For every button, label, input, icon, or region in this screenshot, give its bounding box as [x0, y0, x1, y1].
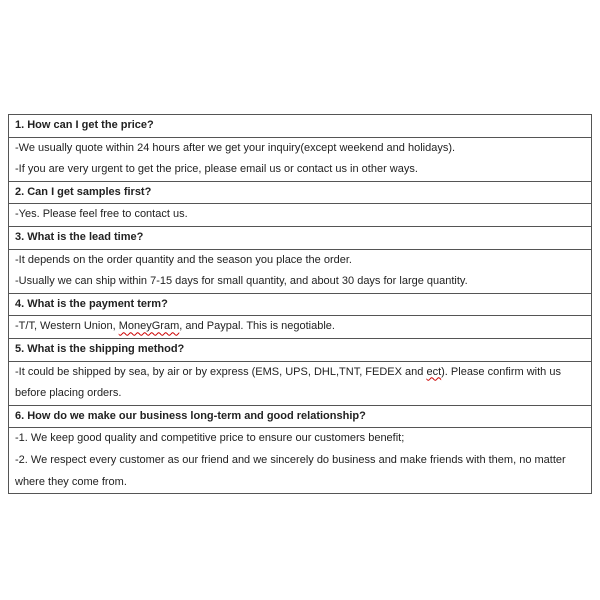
- faq-answer-row: [9, 249, 592, 293]
- answer-text: ). Please confirm with us before placing orders.: [15, 365, 561, 400]
- faq-question-row: [9, 338, 592, 361]
- faq-question-row: [9, 405, 592, 428]
- answer-text: -T/T, Western Union,: [15, 320, 119, 333]
- faq-answer-line: [15, 316, 585, 338]
- faq-answer-cell: [9, 249, 592, 293]
- faq-answer-cell: [9, 204, 592, 227]
- faq-answer-line: [15, 362, 585, 405]
- faq-answer-row: [9, 137, 592, 181]
- faq-answer-line: -2. We respect every customer as our friend and we sincerely do business and make friends with them, no matter where they come from.: [15, 453, 566, 488]
- faq-answer-row: [9, 204, 592, 227]
- faq-question: 5. What is the shipping method?: [9, 338, 592, 361]
- faq-question: 4. What is the payment term?: [9, 293, 592, 316]
- faq-answer-line: -We usually quote within 24 hours after we get your inquiry(except weekend and holidays).: [15, 141, 456, 154]
- faq-answer-cell: [9, 428, 592, 494]
- faq-table: [8, 114, 592, 494]
- faq-answer-cell: [9, 137, 592, 181]
- faq-question-row: [9, 226, 592, 249]
- faq-question-row: [9, 293, 592, 316]
- faq-question-row: [9, 115, 592, 138]
- faq-answer-line: -If you are very urgent to get the price, please email us or contact us in other ways.: [15, 163, 418, 176]
- faq-answer-row: [9, 316, 592, 339]
- faq-answer-line: -Usually we can ship within 7-15 days for small quantity, and about 30 days for large quantity.: [15, 275, 468, 288]
- faq-answer-line: -Yes. Please feel free to contact us.: [15, 208, 188, 221]
- answer-text: -It could be shipped by sea, by air or by express (EMS, UPS, DHL,TNT, FEDEX and: [15, 365, 427, 378]
- faq-question: 1. How can I get the price?: [9, 115, 592, 138]
- faq-answer-line: -It depends on the order quantity and the season you place the order.: [15, 253, 352, 266]
- answer-text: , and Paypal. This is negotiable.: [179, 320, 335, 333]
- faq-question: 3. What is the lead time?: [9, 226, 592, 249]
- faq-question: 2. Can I get samples first?: [9, 181, 592, 204]
- faq-answer-row: [9, 361, 592, 405]
- faq-answer-row: [9, 428, 592, 494]
- spellcheck-flagged-word: MoneyGram: [118, 320, 180, 333]
- faq-answer-cell: [9, 316, 592, 339]
- faq-question: 6. How do we make our business long-term and good relationship?: [9, 405, 592, 428]
- faq-question-row: [9, 181, 592, 204]
- faq-answer-line: -1. We keep good quality and competitive price to ensure our customers benefit;: [15, 432, 405, 445]
- faq-answer-cell: [9, 361, 592, 405]
- spellcheck-flagged-word: ect: [426, 365, 442, 378]
